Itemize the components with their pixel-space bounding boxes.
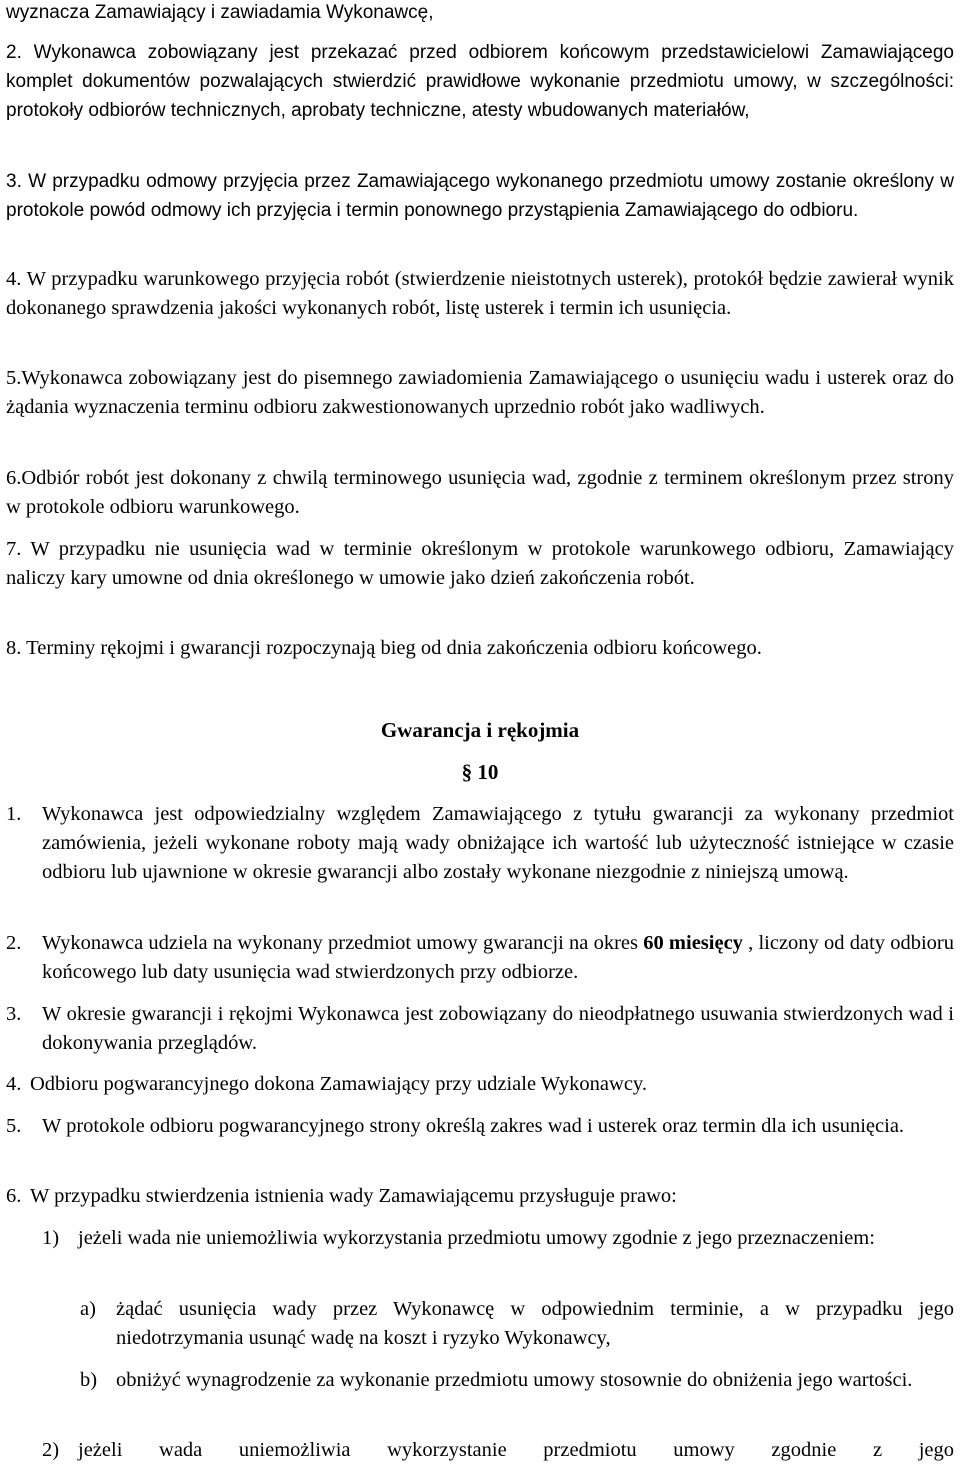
list-item-5 (6, 1112, 954, 1141)
list-item-number: 1. (6, 803, 22, 825)
section-title: Gwarancja i rękojmia (380, 718, 580, 742)
list-item-1 (6, 800, 954, 887)
paragraph-6: 6.Odbiór robót jest dokonany z chwilą terminowego usunięcia wad, zgodnie z terminem określonym przez strony w protokole odbioru warunkowego. (6, 467, 954, 518)
paragraph-8: 8. Terminy rękojmi i gwarancji rozpoczynają bieg od dnia zakończenia odbioru końcowego. (6, 637, 762, 659)
sub-item-number: 2) (42, 1439, 60, 1461)
list-item-text: Wykonawca jest odpowiedzialny względem Zamawiającego z tytułu gwarancji za wykonany przedmiot zamówienia, jeżeli wykonane roboty mają wady obniżające ich wartość lub użyteczność istniejące w czasie odbioru lub ujawnione w okresie gwarancji albo zostały wykonane niezgodnie z niniejszą umową. (42, 803, 954, 883)
sub-item-2 (42, 1436, 954, 1465)
sub-item-text: obniżyć wynagrodzenie za wykonanie przedmiotu umowy stosownie do obniżenia jego wartości. (116, 1369, 913, 1391)
list-item-text: Odbioru pogwarancyjnego dokona Zamawiający przy udziale Wykonawcy. (30, 1073, 647, 1095)
sub-item-letter: a) (80, 1298, 96, 1320)
list-item-number: 6. (6, 1185, 22, 1207)
list-item-text: W protokole odbioru pogwarancyjnego strony określą zakres wad i usterek oraz termin dla ich usunięcia. (42, 1115, 905, 1137)
list-item-6 (6, 1182, 954, 1211)
sub-item-a (80, 1295, 954, 1353)
list-item-text: W okresie gwarancji i rękojmi Wykonawca jest zobowiązany do nieodpłatnego usuwania stwierdzonych wad i dokonywania przeglądów. (42, 1003, 954, 1054)
list-item-4 (6, 1070, 954, 1099)
list-item-text-part: , liczony od daty odbioru końcowego lub daty usunięcia wad stwierdzonych przy odbiorze. (42, 932, 954, 983)
sub-item-number: 1) (42, 1227, 60, 1249)
list-item-number: 5. (6, 1115, 22, 1137)
sub-item-1 (42, 1224, 954, 1253)
list-item-text-part: Wykonawca udziela na wykonany przedmiot umowy gwarancji na okres (42, 932, 644, 954)
paragraph-4: 4. W przypadku warunkowego przyjęcia robót (stwierdzenie nieistotnych usterek), protokół będzie zawierał wynik dokonanego sprawdzenia jakości wykonanych robót, listę usterek i termin ich usunięcia. (6, 268, 954, 319)
paragraph-2: 2. Wykonawca zobowiązany jest przekazać przed odbiorem końcowym przedstawicielowi Zamawiającego komplet dokumentów pozwalających stwierdzić prawidłowe wykonanie przedmiotu umowy, w szczególności: protokoły odbiorów technicznych, aprobaty techniczne, atesty wbudowanych materiałów, (6, 42, 954, 121)
list-item-2 (6, 929, 954, 987)
paragraph-7: 7. W przypadku nie usunięcia wad w terminie określonym w protokole warunkowego odbioru, Zamawiający naliczy kary umowne od dnia określonego w umowie jako dzień zakończenia robót. (6, 538, 954, 589)
section-number: § 10 (461, 760, 499, 784)
paragraph-5: 5.Wykonawca zobowiązany jest do pisemnego zawiadomienia Zamawiającego o usunięciu wadu i usterek oraz do żądania wyznaczenia terminu odbioru zakwestionowanych uprzednio robót jako wadliwych. (6, 367, 954, 418)
sub-item-text: jeżeli wada uniemożliwia wykorzystanie przedmiotu umowy zgodnie z jego (78, 1439, 954, 1461)
sub-item-b (80, 1366, 954, 1395)
list-item-3 (6, 1000, 954, 1058)
paragraph-3: 3. W przypadku odmowy przyjęcia przez Zamawiającego wykonanego przedmiotu umowy zostanie określony w protokole powód odmowy ich przyjęcia i termin ponownego przystąpienia Zamawiającego do odbioru. (6, 171, 954, 221)
sub-item-text: jeżeli wada nie uniemożliwia wykorzystania przedmiotu umowy zgodnie z jego przeznaczeniem: (78, 1227, 875, 1249)
list-item-number: 4. (6, 1073, 22, 1095)
list-item-number: 3. (6, 1003, 22, 1025)
list-item-text: W przypadku stwierdzenia istnienia wady Zamawiającemu przysługuje prawo: (30, 1185, 677, 1207)
list-item-text (6, 929, 954, 987)
list-item-number: 2. (6, 932, 22, 954)
paragraph-intro: wyznacza Zamawiający i zawiadamia Wykonawcę, (6, 2, 434, 23)
sub-item-letter: b) (80, 1369, 98, 1391)
warranty-period: 60 miesięcy (643, 932, 743, 954)
sub-item-text: żądać usunięcia wady przez Wykonawcę w odpowiednim terminie, a w przypadku jego niedotrzymania usunąć wadę na koszt i ryzyko Wykonawcy, (116, 1298, 954, 1349)
